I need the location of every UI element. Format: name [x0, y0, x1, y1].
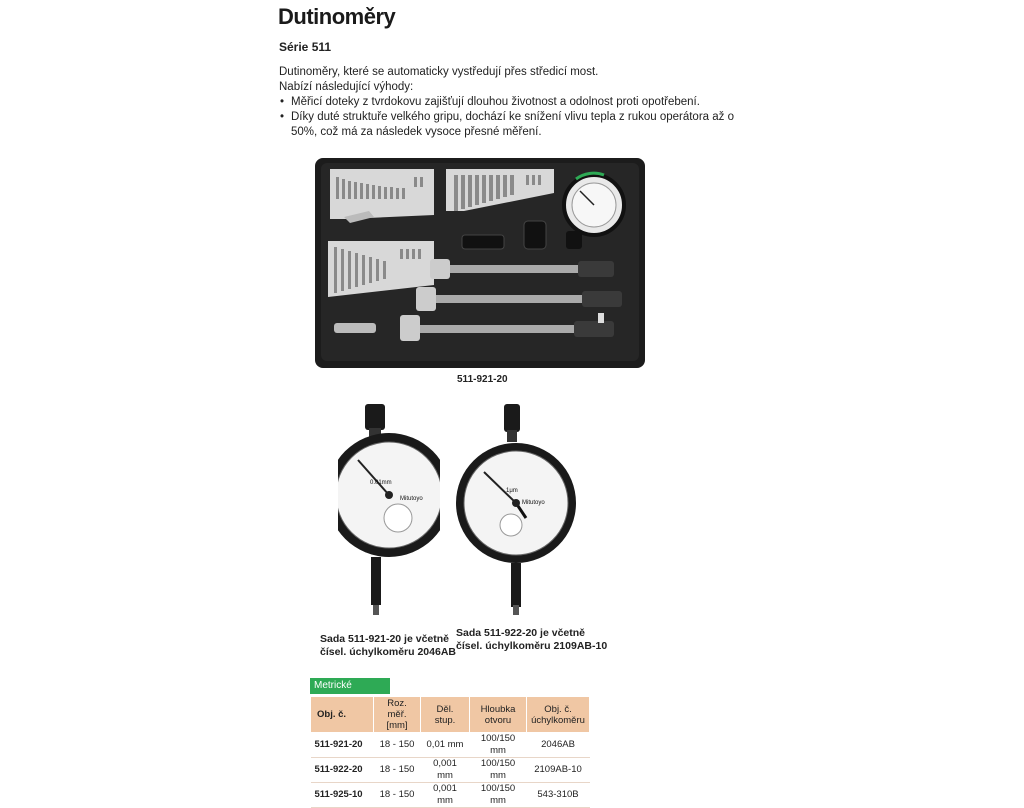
gauge-caption — [456, 627, 607, 653]
dial-gauge-image — [456, 400, 580, 618]
dial-unit: 0.01mm — [370, 480, 392, 486]
gauge-caption-line: čísel. úchylkoměru 2109AB-10 — [456, 640, 608, 652]
table-cell: 100/150 mm — [470, 733, 527, 758]
page-title: Dutinoměry — [278, 4, 396, 29]
table-cell: 543-310B — [527, 783, 590, 808]
table-cell: 100/150 mm — [470, 783, 527, 808]
dial-unit: 1μm — [506, 488, 518, 494]
table-cell: 18 - 150 — [374, 733, 421, 758]
dial-brand: Mitutoyo — [522, 500, 545, 506]
table-cell: 2109AB-10 — [527, 758, 590, 783]
column-header: Roz. měř. [mm] — [374, 697, 421, 733]
gauge-caption-line: Sada 511-921-20 je včetně — [320, 633, 450, 645]
gauge-caption-line: čísel. úchylkoměru 2046AB — [320, 646, 456, 658]
table-row — [311, 733, 590, 758]
table-cell: 18 - 150 — [374, 758, 421, 783]
gauge-caption-line: Sada 511-922-20 je včetně — [456, 627, 586, 639]
table-row — [311, 758, 590, 783]
table-cell: 511-925-10 — [311, 783, 374, 808]
table-cell: 511-921-20 — [311, 733, 374, 758]
dial-gauge-image — [338, 400, 440, 618]
table-cell: 0,01 mm — [421, 733, 470, 758]
bullet-item: • Měřicí doteky z tvrdokovu zajišťují dlouhou životnost a odolnost proti opotřebení. — [291, 95, 759, 110]
dial-brand: Mitutoyo — [400, 496, 423, 502]
series-subtitle: Série 511 — [279, 40, 332, 54]
table-cell: 100/150 mm — [470, 758, 527, 783]
bullet-item: • Díky duté struktuře velkého gripu, dochází ke snížení vlivu tepla z rukou operátora až o 50%, což má za následek vysoce přesné měření. — [291, 110, 761, 140]
spec-table — [310, 696, 590, 808]
table-cell: 511-922-20 — [311, 758, 374, 783]
table-cell: 18 - 150 — [374, 783, 421, 808]
gauge-caption — [320, 633, 456, 659]
table-cell: 0,001 mm — [421, 758, 470, 783]
case-caption: 511-921-20 — [457, 374, 508, 385]
table-tab-metric[interactable]: Metrické — [310, 678, 390, 694]
table-cell: 2046AB — [527, 733, 590, 758]
column-header: Děl. stup. — [421, 697, 470, 733]
intro-text — [279, 65, 759, 140]
column-header: Obj. č. úchylkoměru — [527, 697, 590, 733]
table-header-row — [311, 697, 590, 733]
bore-gauge-case-image — [314, 157, 646, 369]
column-header: Hloubka otvoru — [470, 697, 527, 733]
intro-line: Nabízí následující výhody: — [279, 81, 414, 93]
intro-line: Dutinoměry, které se automaticky vystředují přes středicí most. — [279, 66, 599, 78]
column-header: Obj. č. — [311, 697, 374, 733]
table-row — [311, 783, 590, 808]
table-cell: 0,001 mm — [421, 783, 470, 808]
